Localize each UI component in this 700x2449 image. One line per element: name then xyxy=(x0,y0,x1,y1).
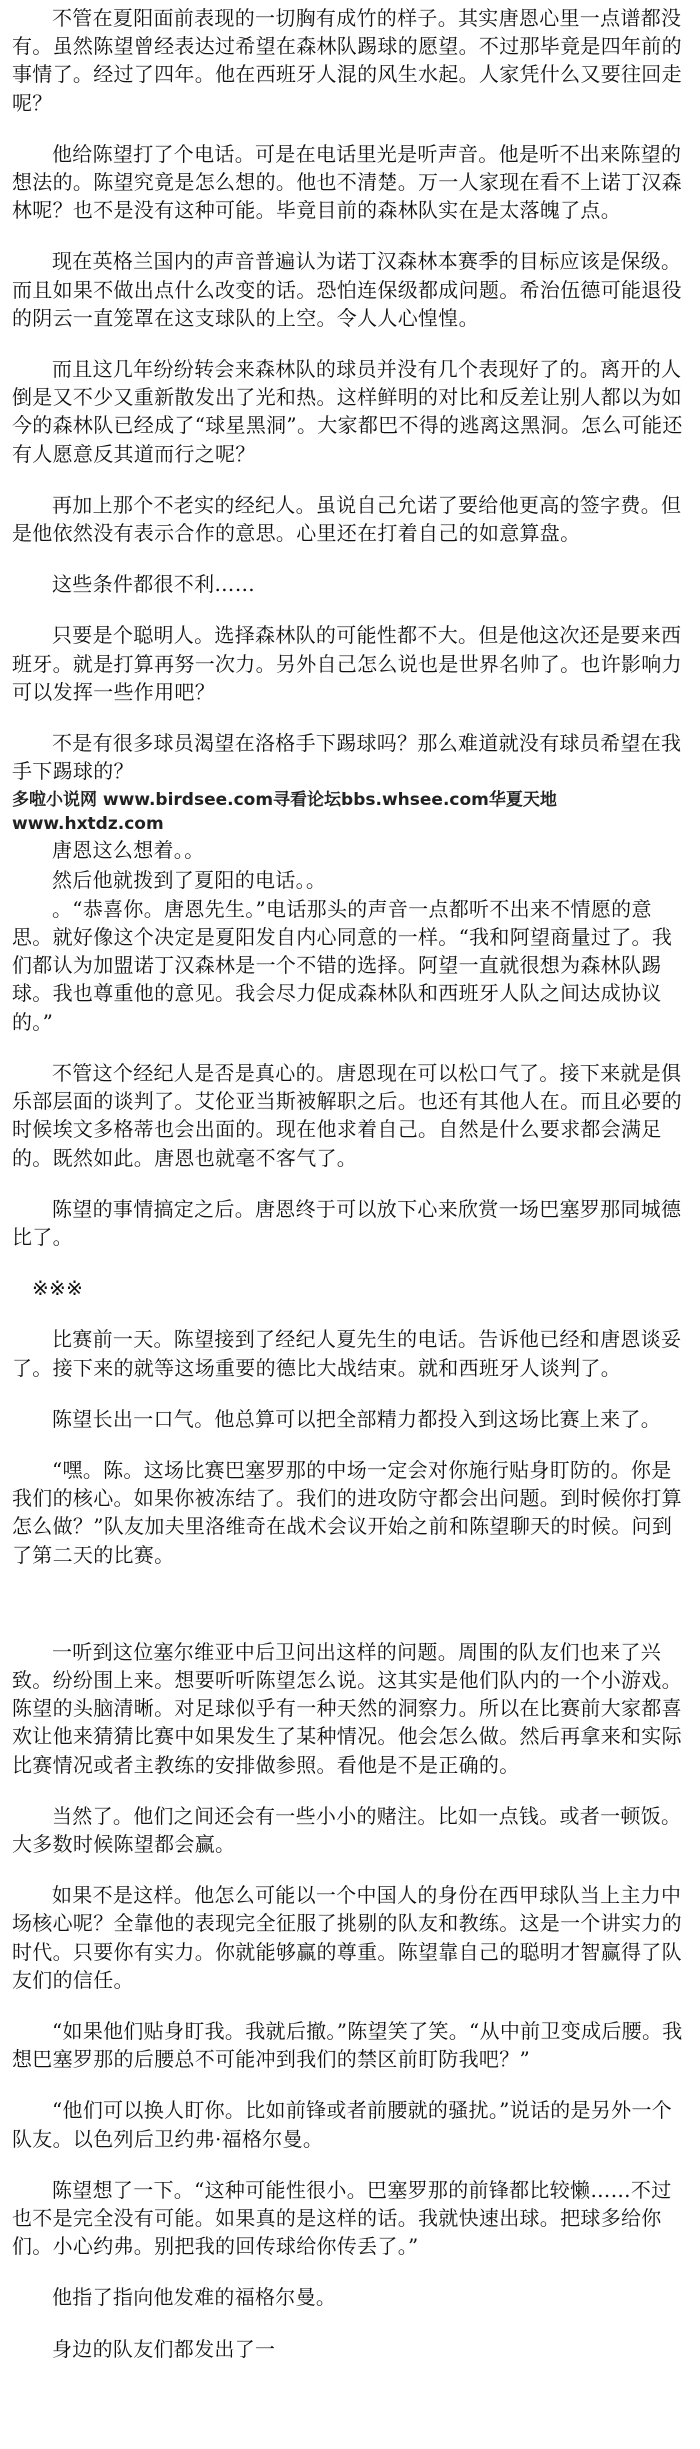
paragraph: “他们可以换人盯你。比如前锋或者前腰就的骚扰。”说话的是另外一个队友。以色列后卫约弗·福格尔曼。 xyxy=(12,2098,673,2151)
paragraph: 一听到这位塞尔维亚中后卫问出这样的问题。周围的队友们也来了兴致。纷纷围上来。想要听听陈望怎么说。这其实是他们队内的一个小游戏。陈望的头脑清晰。对足球似乎有一种天然的洞察力。所以在比赛前大家都喜欢让他来猜猜比赛中如果发生了某种情况。他会怎么做。然后再拿来和实际比赛情况或者主教练的安排做参照。看他是不是正确的。 xyxy=(12,1639,682,1777)
paragraph: 不是有很多球员渴望在洛格手下踢球吗？那么难道就没有球员希望在我手下踢球的？ xyxy=(12,731,682,784)
paragraph: 唐恩这么想着。。 xyxy=(52,838,205,863)
paragraph: 他指了指向他发难的福格尔曼。 xyxy=(52,2285,337,2310)
paragraph: “如果他们贴身盯我。我就后撤。”陈望笑了笑。“从中前卫变成后腰。我想巴塞罗那的后腰总不可能冲到我们的禁区前盯防我吧？” xyxy=(12,2018,683,2072)
paragraph: 当然了。他们之间还会有一些小小的赌注。比如一点钱。或者一顿饭。大多数时候陈望都会赢。 xyxy=(12,1803,682,1856)
paragraph: 陈望想了一下。“这种可能性很小。巴塞罗那的前锋都比较懒……不过也不是完全没有可能。如果真的是这样的话。我就快速出球。把球多给你们。小心约弗。别把我的回传球给你传丢了。” xyxy=(12,2177,672,2259)
paragraph: 不管在夏阳面前表现的一切胸有成竹的样子。其实唐恩心里一点谱都没有。虽然陈望曾经表达过希望在森林队踢球的愿望。不过那毕竟是四年前的事情了。经过了四年。他在西班牙人混的风生水起。人家凭什么又要往回走呢？ xyxy=(12,6,682,115)
paragraph: 身边的队友们都发出了一 xyxy=(52,2336,276,2361)
paragraph: 只要是个聪明人。选择森林队的可能性都不大。但是他这次还是要来西班牙。就是打算再努一次力。另外自己怎么说也是世界名帅了。也许影响力可以发挥一些作用吧？ xyxy=(12,623,682,704)
paragraph: 。“恭喜你。唐恩先生。”电话那头的声音一点都听不出来不情愿的意思。就好像这个决定是夏阳发自内心同意的一样。“我和阿望商量过了。我们都认为加盟诺丁汉森林是一个不错的选择。阿望一直就很想为森林队踢球。我也尊重他的意见。我会尽力促成森林队和西班牙人队之间达成协议的。” xyxy=(12,896,673,1034)
paragraph: 陈望的事情搞定之后。唐恩终于可以放下心来欣赏一场巴塞罗那同城德比了。 xyxy=(12,1196,682,1249)
paragraph: 再加上那个不老实的经纪人。虽说自己允诺了要给他更高的签字费。但是他依然没有表示合作的意思。心里还在打着自己的如意算盘。 xyxy=(12,492,682,546)
paragraph: 陈望长出一口气。他总算可以把全部精力都投入到这场比赛上来了。 xyxy=(52,1406,661,1431)
paragraph: 这些条件都很不利…… xyxy=(52,572,255,597)
blank-space xyxy=(12,1592,684,1638)
paragraph: 比赛前一天。陈望接到了经纪人夏先生的电话。告诉他已经和唐恩谈妥了。接下来的就等这场重要的德比大战结束。就和西班牙人谈判了。 xyxy=(12,1327,682,1380)
watermark-text: 多啦小说网 www.birdsee.com寻看论坛bbs.whsee.com华夏天地www.hxtdz.com xyxy=(12,790,557,835)
paragraph: “嘿。陈。这场比赛巴塞罗那的中场一定会对你施行贴身盯防的。你是我们的核心。如果你被冻结了。我们的进攻防守都会出问题。到时候你打算怎么做？”队友加夫里洛维奇在战术会议开始之前和陈望聊天的时候。问到了第二天的比赛。 xyxy=(12,1457,682,1567)
paragraph: 然后他就拨到了夏阳的电话。。 xyxy=(52,867,327,892)
paragraph: 而且这几年纷纷转会来森林队的球员并没有几个表现好了的。离开的人倒是又不少又重新散发出了光和热。这样鲜明的对比和反差让别人都以为如今的森林队已经成了“球星黑洞”。大家都巴不得的逃离这黑洞。怎么可能还有人愿意反其道而行之呢？ xyxy=(12,357,683,466)
paragraph: 不管这个经纪人是否是真心的。唐恩现在可以松口气了。接下来就是俱乐部层面的谈判了。艾伦亚当斯被解职之后。也还有其他人在。而且必要的时候埃文多格蒂也会出面的。现在他求着自己。自然是什么要求都会满足的。既然如此。唐恩也就毫不客气了。 xyxy=(12,1060,682,1170)
paragraph: 如果不是这样。他怎么可能以一个中国人的身份在西甲球队当上主力中场核心呢？全靠他的表现完全征服了挑剔的队友和教练。这是一个讲实力的时代。只要你有实力。你就能够赢的尊重。陈望靠自己的聪明才智赢得了队友们的信任。 xyxy=(12,1883,682,1992)
paragraph: 他给陈望打了个电话。可是在电话里光是听声音。他是听不出来陈望的想法的。陈望究竟是怎么想的。他也不清楚。万一人家现在看不上诺丁汉森林呢？也不是没有这种可能。毕竟目前的森林队实在是太落魄了点。 xyxy=(12,141,682,223)
paragraph: 现在英格兰国内的声音普遍认为诺丁汉森林本赛季的目标应该是保级。而且如果不做出点什么改变的话。恐怕连保级都成问题。希治伍德可能退役的阴云一直笼罩在这支球队的上空。令人人心惶惶。 xyxy=(12,249,682,330)
section-separator: ※※※ xyxy=(32,1276,84,1301)
